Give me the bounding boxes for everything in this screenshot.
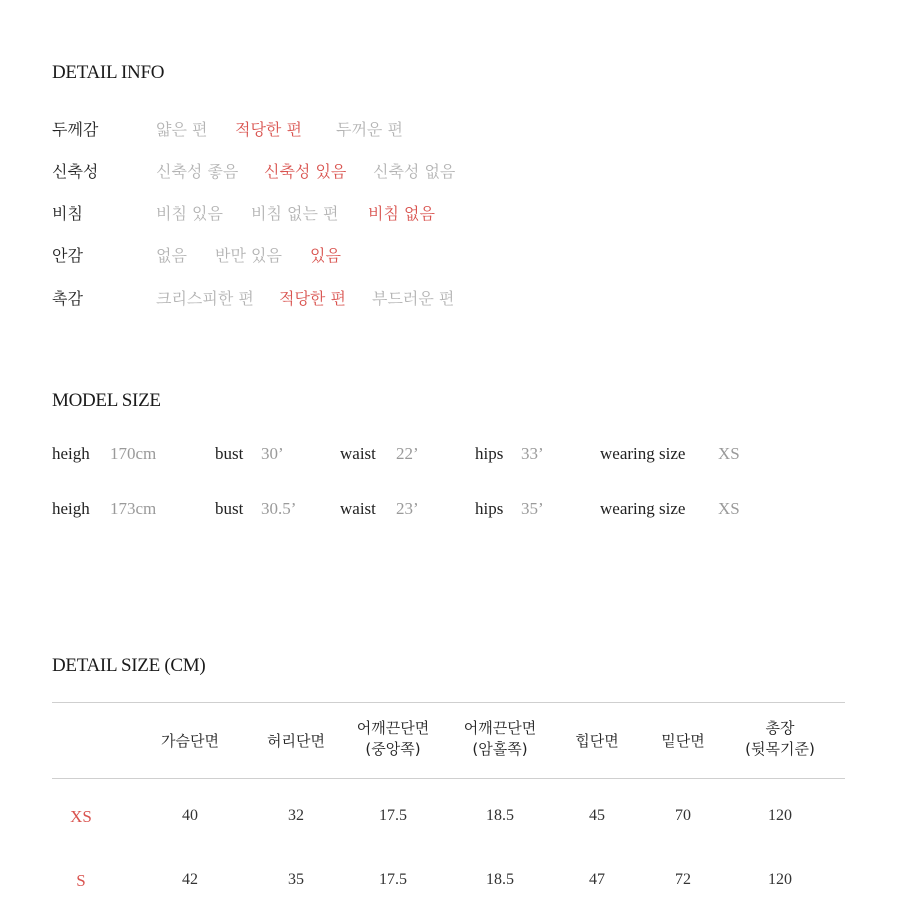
table-header-cell: 허리단면 xyxy=(267,732,325,750)
detail-info-option-selected: 신축성 있음 xyxy=(264,162,347,181)
table-header-cell: 밑단면 xyxy=(661,732,705,750)
table-cell: 32 xyxy=(288,807,304,824)
table-header-cell: 가슴단면 xyxy=(161,732,219,750)
detail-info-label: 두께감 xyxy=(52,120,99,139)
table-cell: 18.5 xyxy=(486,807,514,824)
model-bust-value: 30’ xyxy=(261,444,284,463)
table-cell: 47 xyxy=(589,871,605,888)
detail-info-option: 두꺼운 편 xyxy=(336,120,403,139)
table-header-rule xyxy=(52,778,845,779)
model-wearing-label: wearing size xyxy=(600,444,686,463)
model-height-value: 173cm xyxy=(110,499,157,518)
model-waist-label: waist xyxy=(340,444,376,463)
table-size-label: XS xyxy=(70,807,92,826)
detail-info-option: 비침 없는 편 xyxy=(251,204,339,223)
detail-info-option: 없음 xyxy=(156,246,187,265)
model-waist-value: 22’ xyxy=(396,444,419,463)
table-header-cell: 어깨끈단면 (암홀쪽) xyxy=(463,719,537,758)
detail-info-option: 신축성 좋음 xyxy=(156,162,239,181)
table-cell: 17.5 xyxy=(379,807,407,824)
detail-info-option: 비침 있음 xyxy=(156,204,223,223)
table-header-cell: 총장 (뒷목기준) xyxy=(745,719,815,758)
model-bust-value: 30.5’ xyxy=(261,499,297,518)
detail-info-option-selected: 비침 없음 xyxy=(368,204,435,223)
model-hips-value: 35’ xyxy=(521,499,544,518)
model-wearing-value: XS xyxy=(718,444,740,463)
table-cell: 120 xyxy=(768,871,792,888)
detail-info-option-selected: 적당한 편 xyxy=(279,289,346,308)
model-height-value: 170cm xyxy=(110,444,157,463)
table-header-cell: 힙단면 xyxy=(575,732,619,750)
table-size-label: S xyxy=(76,871,86,890)
model-waist-value: 23’ xyxy=(396,499,419,518)
table-cell: 70 xyxy=(675,807,691,824)
detail-info-label: 촉감 xyxy=(52,289,83,308)
table-cell: 120 xyxy=(768,807,792,824)
model-hips-label: hips xyxy=(475,499,504,518)
table-cell: 35 xyxy=(288,871,304,888)
model-bust-label: bust xyxy=(215,499,244,518)
table-cell: 17.5 xyxy=(379,871,407,888)
model-waist-label: waist xyxy=(340,499,376,518)
table-cell: 42 xyxy=(182,871,198,888)
model-wearing-label: wearing size xyxy=(600,499,686,518)
detail-info-label: 신축성 xyxy=(52,162,99,181)
detail-info-option: 신축성 없음 xyxy=(373,162,456,181)
table-cell: 40 xyxy=(182,807,198,824)
detail-info-option: 크리스피한 편 xyxy=(156,289,254,308)
model-hips-value: 33’ xyxy=(521,444,544,463)
table-cell: 72 xyxy=(675,871,691,888)
model-size-title: MODEL SIZE xyxy=(52,390,161,411)
table-cell: 18.5 xyxy=(486,871,514,888)
detail-info-option: 얇은 편 xyxy=(156,120,208,139)
detail-info-option-selected: 적당한 편 xyxy=(235,120,302,139)
detail-size-title: DETAIL SIZE (CM) xyxy=(52,655,206,676)
detail-info-option-selected: 있음 xyxy=(310,246,341,265)
model-hips-label: hips xyxy=(475,444,504,463)
detail-info-label: 안감 xyxy=(52,246,83,265)
detail-info-option: 반만 있음 xyxy=(215,246,282,265)
model-height-label: heigh xyxy=(52,444,90,463)
model-wearing-value: XS xyxy=(718,499,740,518)
detail-info-label: 비침 xyxy=(52,204,83,223)
model-bust-label: bust xyxy=(215,444,244,463)
table-header-cell: 어깨끈단면 (중앙쪽) xyxy=(356,719,430,758)
model-height-label: heigh xyxy=(52,499,90,518)
detail-info-option: 부드러운 편 xyxy=(372,289,455,308)
table-top-rule xyxy=(52,702,845,703)
table-cell: 45 xyxy=(589,807,605,824)
detail-info-title: DETAIL INFO xyxy=(52,62,165,83)
